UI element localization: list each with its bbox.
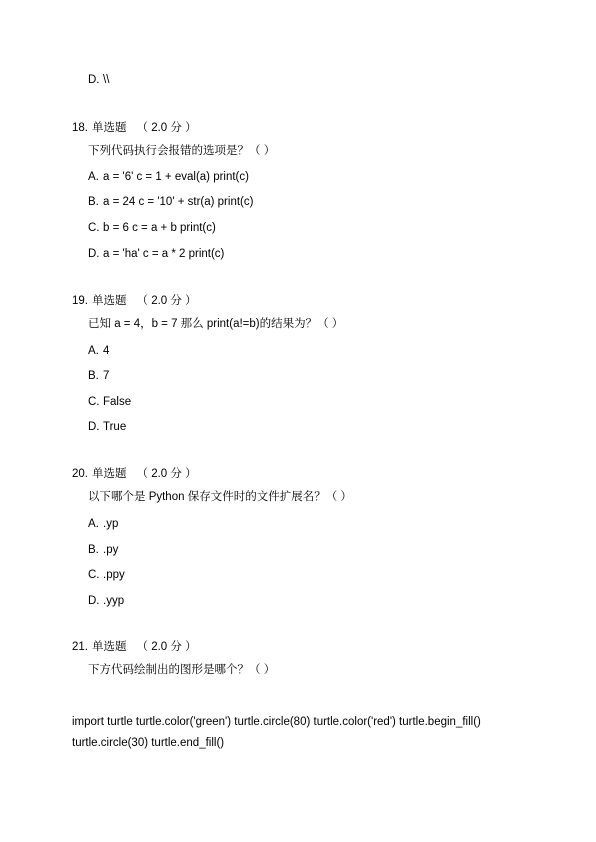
- question-19-option-c: [88, 395, 131, 409]
- question-19-option-a: [88, 344, 109, 358]
- question-20-option-a: [88, 517, 118, 531]
- question-score: （ 2.0 分 ）: [136, 122, 197, 134]
- code-line-1: import turtle turtle.color('green') turtle.circle(80) turtle.color('red') turtle.begin_fill(): [72, 716, 481, 728]
- question-18-text: 下列代码执行会报错的选项是？（ ）: [88, 145, 276, 157]
- option-text: .yyp: [103, 595, 125, 607]
- option-letter: D.: [88, 421, 100, 433]
- question-type: 单选题: [92, 468, 127, 480]
- question-number: 20.: [72, 468, 88, 480]
- option-letter: B.: [88, 544, 99, 556]
- question-18-option-a: [88, 170, 249, 184]
- option-text: a = 24 c = '10' + str(a) print(c): [103, 196, 254, 208]
- option-text: \\: [103, 74, 110, 86]
- question-number: 21.: [72, 641, 88, 653]
- option-letter: A.: [88, 345, 99, 357]
- question-score: （ 2.0 分 ）: [136, 641, 197, 653]
- option-letter: B.: [88, 370, 99, 382]
- question-number: 18.: [72, 122, 88, 134]
- option-text: 4: [103, 345, 110, 357]
- question-19-option-b: [88, 369, 109, 383]
- question-type: 单选题: [92, 641, 127, 653]
- question-18-option-d: [88, 247, 224, 261]
- option-text: a = '6' c = 1 + eval(a) print(c): [103, 171, 249, 183]
- option-letter: D.: [88, 248, 100, 260]
- option-letter: A.: [88, 518, 99, 530]
- question-19-text: 已知 a = 4，b = 7 那么 print(a!=b)的结果为？（ ）: [88, 318, 344, 330]
- option-letter: C.: [88, 569, 100, 581]
- question-type: 单选题: [92, 295, 127, 307]
- question-20-option-c: [88, 568, 125, 582]
- option-text: True: [103, 421, 127, 433]
- code-line-2: turtle.circle(30) turtle.end_fill(): [72, 737, 225, 749]
- option-text: b = 6 c = a + b print(c): [103, 222, 216, 234]
- option-letter: D.: [88, 595, 100, 607]
- question-20-option-d: [88, 594, 124, 608]
- option-letter: C.: [88, 396, 100, 408]
- option-letter: C.: [88, 222, 100, 234]
- question-score: （ 2.0 分 ）: [136, 468, 197, 480]
- option-text: .ppy: [103, 569, 125, 581]
- option-letter: D.: [88, 74, 100, 86]
- question-21-text: 下方代码绘制出的图形是哪个？（ ）: [88, 664, 276, 676]
- question-20-option-b: [88, 543, 118, 557]
- option-d: [88, 73, 109, 87]
- option-letter: A.: [88, 171, 99, 183]
- option-text: .yp: [103, 518, 119, 530]
- option-text: a = 'ha' c = a * 2 print(c): [103, 248, 225, 260]
- question-18-header: [72, 121, 197, 135]
- question-21-header: [72, 640, 197, 654]
- question-20-header: [72, 467, 197, 481]
- question-score: （ 2.0 分 ）: [136, 295, 197, 307]
- question-18-option-b: [88, 195, 253, 209]
- question-18-option-c: [88, 221, 216, 235]
- option-text: False: [103, 396, 132, 408]
- question-19-option-d: [88, 420, 126, 434]
- question-19-header: [72, 294, 197, 308]
- question-type: 单选题: [92, 122, 127, 134]
- question-number: 19.: [72, 295, 88, 307]
- question-20-text: 以下哪个是 Python 保存文件时的文件扩展名？（ ）: [88, 491, 352, 503]
- option-text: .py: [103, 544, 119, 556]
- option-text: 7: [103, 370, 110, 382]
- option-letter: B.: [88, 196, 99, 208]
